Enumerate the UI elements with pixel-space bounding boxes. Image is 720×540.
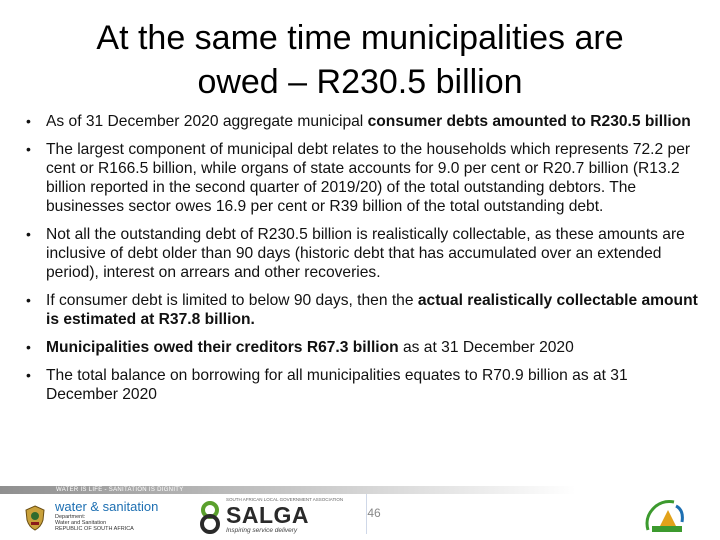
slide-title <box>20 16 700 104</box>
dept-line-1: Department: <box>55 514 86 520</box>
slide-title-line-1: At the same time municipalities are <box>96 19 624 57</box>
salga-full-name: SOUTH AFRICAN LOCAL GOVERNMENT ASSOCIATION <box>226 497 344 502</box>
salga-tagline: Inspiring service delivery <box>226 527 298 534</box>
footer-band-text: WATER IS LIFE - SANITATION IS DIGNITY <box>56 487 184 493</box>
bullet-list <box>22 112 702 413</box>
bullet-item <box>22 338 702 357</box>
ndp-logo-icon <box>640 496 692 536</box>
salga-name: SALGA <box>226 502 309 528</box>
dept-line-2: Water and Sanitation <box>55 520 107 526</box>
bullet-text: The largest component of municipal debt relates to the households which represents 72.2 per cent or R166.5 billion, while organs of state accounts for 9.0 per cent or R20.7 billion (R13.2 billion reported in the second quarter of 2019/20) of the total outstanding debtors. The businesses sector owes 16.9 per cent or R39 billion of the total outstanding debt. <box>46 141 691 215</box>
bullet-text-bold: actual realistically collectable amount is estimated at R37.8 billion. <box>46 292 698 328</box>
bullet-text: The total balance on borrowing for all municipalities equates to R70.9 billion as at 31 December 2020 <box>46 367 628 403</box>
bullet-text: If consumer debt is limited to below 90 days, then the <box>46 292 418 309</box>
bullet-item <box>22 112 702 131</box>
page-number: 46 <box>367 506 381 520</box>
dept-title: water & sanitation <box>55 499 159 514</box>
bullet-item <box>22 366 702 404</box>
bullet-item <box>22 291 702 329</box>
bullet-item <box>22 225 702 282</box>
bullet-item <box>22 140 702 216</box>
coat-of-arms-icon <box>22 504 48 532</box>
footer <box>0 486 720 540</box>
bullet-text-bold: Municipalities owed their creditors R67.3 billion <box>46 339 399 356</box>
bullet-text-bold: consumer debts amounted to R230.5 billion <box>367 113 691 130</box>
dept-logo <box>55 500 158 532</box>
bullet-text: Not all the outstanding debt of R230.5 billion is realistically collectable, as these amounts are inclusive of debt older than 90 days (historic debt that has accumulated over an extended period), interest on arrears and other recoveries. <box>46 226 685 281</box>
salga-logo-icon <box>200 500 220 534</box>
slide-title-line-2: owed – R230.5 billion <box>197 63 523 101</box>
bullet-text: as at 31 December 2020 <box>398 339 574 356</box>
bullet-text: As of 31 December 2020 aggregate municipal <box>46 113 368 130</box>
dept-line-3: REPUBLIC OF SOUTH AFRICA <box>55 526 134 532</box>
